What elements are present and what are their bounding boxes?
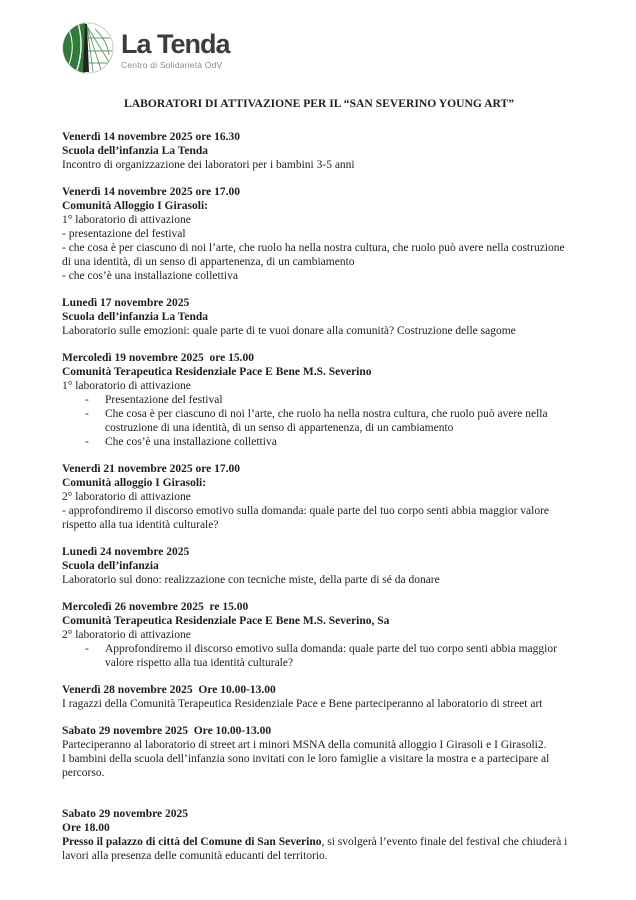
- event-block: [62, 296, 576, 338]
- text-segment: Approfondiremo il discorso emotivo sulla domanda: quale parte del tuo corpo senti abbia maggior valore rispetto alla tua identità culturale?: [105, 643, 557, 669]
- document-title: LABORATORI DI ATTIVAZIONE PER IL “SAN SEVERINO YOUNG ART”: [123, 97, 514, 110]
- event-heading-line: Comunità alloggio I Girasoli:: [62, 477, 207, 489]
- bullet-text: [105, 407, 576, 435]
- event-block: [62, 683, 576, 711]
- event-text-line: [62, 490, 576, 504]
- bullet-text: [105, 393, 576, 407]
- event-heading-line: Ore 18.00: [62, 822, 110, 834]
- event-body: [62, 324, 576, 338]
- event-headings: [62, 724, 576, 738]
- text-segment: Laboratorio sul dono: realizzazione con tecniche miste, della parte di sé da donare: [62, 574, 440, 586]
- event-text-line: [62, 227, 576, 241]
- event-text-line: [62, 213, 576, 227]
- event-body: [62, 835, 576, 863]
- event-block: [62, 724, 576, 780]
- event-text-line: [62, 158, 576, 172]
- bullet-item: [62, 393, 576, 407]
- event-headings: [62, 185, 576, 213]
- event-block: [62, 185, 576, 283]
- event-block: [62, 462, 576, 532]
- bullet-marker: -: [85, 436, 89, 448]
- event-body: [62, 379, 576, 449]
- event-block: [62, 600, 576, 670]
- event-body: [62, 573, 576, 587]
- event-text-line: [62, 379, 576, 393]
- event-headings: [62, 807, 576, 835]
- event-heading-line: Sabato 29 novembre 2025 Ore 10.00-13.00: [62, 725, 272, 737]
- event-headings: [62, 351, 576, 379]
- event-body: [62, 213, 576, 283]
- event-heading-line: Scuola dell’infanzia La Tenda: [62, 145, 209, 157]
- la-tenda-logo-icon: [62, 22, 114, 79]
- logo-subtitle: Centro di Solidarietà OdV: [121, 59, 223, 70]
- text-segment: 2° laboratorio di attivazione: [62, 629, 191, 641]
- event-text-line: [62, 241, 576, 269]
- event-headings: [62, 683, 576, 697]
- event-block: [62, 130, 576, 172]
- event-heading-line: Venerdì 21 novembre 2025 ore 17.00: [62, 463, 241, 475]
- event-heading-line: Comunità Terapeutica Residenziale Pace E Bene M.S. Severino: [62, 366, 372, 378]
- event-heading-line: Comunità Terapeutica Residenziale Pace E Bene M.S. Severino, Sa: [62, 615, 390, 627]
- logo-name: La Tenda: [121, 28, 230, 59]
- text-segment: 1° laboratorio di attivazione: [62, 380, 191, 392]
- event-headings: [62, 296, 576, 324]
- event-body: [62, 697, 576, 711]
- event-text-line: [62, 324, 576, 338]
- event-body: [62, 628, 576, 670]
- event-heading-line: Venerdì 28 novembre 2025 Ore 10.00-13.00: [62, 684, 276, 696]
- text-segment: Incontro di organizzazione dei laboratori per i bambini 3-5 anni: [62, 159, 355, 171]
- event-heading-line: Sabato 29 novembre 2025: [62, 808, 188, 820]
- event-block: [62, 351, 576, 449]
- event-text-line: [62, 697, 576, 711]
- event-headings: [62, 600, 576, 628]
- event-heading-line: Scuola dell’infanzia: [62, 560, 159, 572]
- event-heading-line: Lunedì 24 novembre 2025: [62, 546, 190, 558]
- event-text-line: [62, 573, 576, 587]
- bullet-item: [62, 642, 576, 670]
- logo: [62, 24, 636, 76]
- text-segment: Laboratorio sulle emozioni: quale parte di te vuoi donare alla comunità? Costruzione delle sagome: [62, 325, 516, 337]
- event-text-line: [62, 504, 576, 532]
- text-segment: , si svolgerà l’evento finale del festival che chiuderà i lavori alla presenza delle comunità educanti del territorio.: [62, 836, 571, 862]
- text-segment: - che cosa è per ciascuno di noi l’arte, che ruolo ha nella nostra cultura, che ruolo può avere nella costruzione di una identità, di un senso di appartenenza, di un cambiamento: [62, 242, 568, 268]
- text-segment: I bambini della scuola dell’infanzia sono invitati con le loro famiglie a visitare la mostra e a partecipare al percorso.: [62, 753, 553, 779]
- event-text-line: [62, 738, 576, 752]
- event-heading-line: Mercoledì 19 novembre 2025 ore 15.00: [62, 352, 254, 364]
- event-text-line: [62, 752, 576, 780]
- event-block: [62, 807, 576, 863]
- event-text-line: [62, 835, 576, 863]
- text-segment-bold: Presso il palazzo di città del Comune di San Severino: [62, 836, 322, 848]
- text-segment: - presentazione del festival: [62, 228, 186, 240]
- event-block: [62, 545, 576, 587]
- logo-text: [121, 28, 230, 70]
- text-segment: Presentazione del festival: [105, 394, 223, 406]
- event-body: [62, 158, 576, 172]
- text-segment: 2° laboratorio di attivazione: [62, 491, 191, 503]
- event-heading-line: Mercoledì 26 novembre 2025 re 15.00: [62, 601, 249, 613]
- document-content: [0, 97, 636, 863]
- text-segment: I ragazzi della Comunità Terapeutica Residenziale Pace e Bene parteciperanno al laboratorio di street art: [62, 698, 543, 710]
- bullet-marker: -: [85, 643, 89, 655]
- text-segment: - approfondiremo il discorso emotivo sulla domanda: quale parte del tuo corpo senti abbia maggior valore rispetto alla tua identità culturale?: [62, 505, 552, 531]
- event-text-line: [62, 269, 576, 283]
- event-heading-line: Venerdì 14 novembre 2025 ore 17.00: [62, 186, 241, 198]
- event-headings: [62, 130, 576, 158]
- bullet-text: [105, 435, 576, 449]
- bullet-marker: -: [85, 408, 89, 420]
- event-body: [62, 738, 576, 780]
- event-headings: [62, 462, 576, 490]
- text-segment: Che cosa è per ciascuno di noi l’arte, che ruolo ha nella nostra cultura, che ruolo può avere nella costruzione di una identità, di un senso di appartenenza, di un cambiamento: [105, 408, 548, 434]
- text-segment: - che cos’è una installazione collettiva: [62, 270, 238, 282]
- text-segment: Che cos’è una installazione collettiva: [105, 436, 277, 448]
- text-segment: 1° laboratorio di attivazione: [62, 214, 191, 226]
- bullet-item: [62, 435, 576, 449]
- event-heading-line: Lunedì 17 novembre 2025: [62, 297, 190, 309]
- event-body: [62, 490, 576, 532]
- event-text-line: [62, 628, 576, 642]
- event-heading-line: Venerdì 14 novembre 2025 ore 16.30: [62, 131, 241, 143]
- bullet-marker: -: [85, 394, 89, 406]
- bullet-item: [62, 407, 576, 435]
- event-headings: [62, 545, 576, 573]
- text-segment: Parteciperanno al laboratorio di street art i minori MSNA della comunità alloggio I Girasoli e I Girasoli2.: [62, 739, 547, 751]
- bullet-text: [105, 642, 576, 670]
- event-heading-line: Scuola dell’infanzia La Tenda: [62, 311, 209, 323]
- event-heading-line: Comunità Alloggio I Girasoli:: [62, 200, 208, 212]
- events-list: [62, 130, 576, 863]
